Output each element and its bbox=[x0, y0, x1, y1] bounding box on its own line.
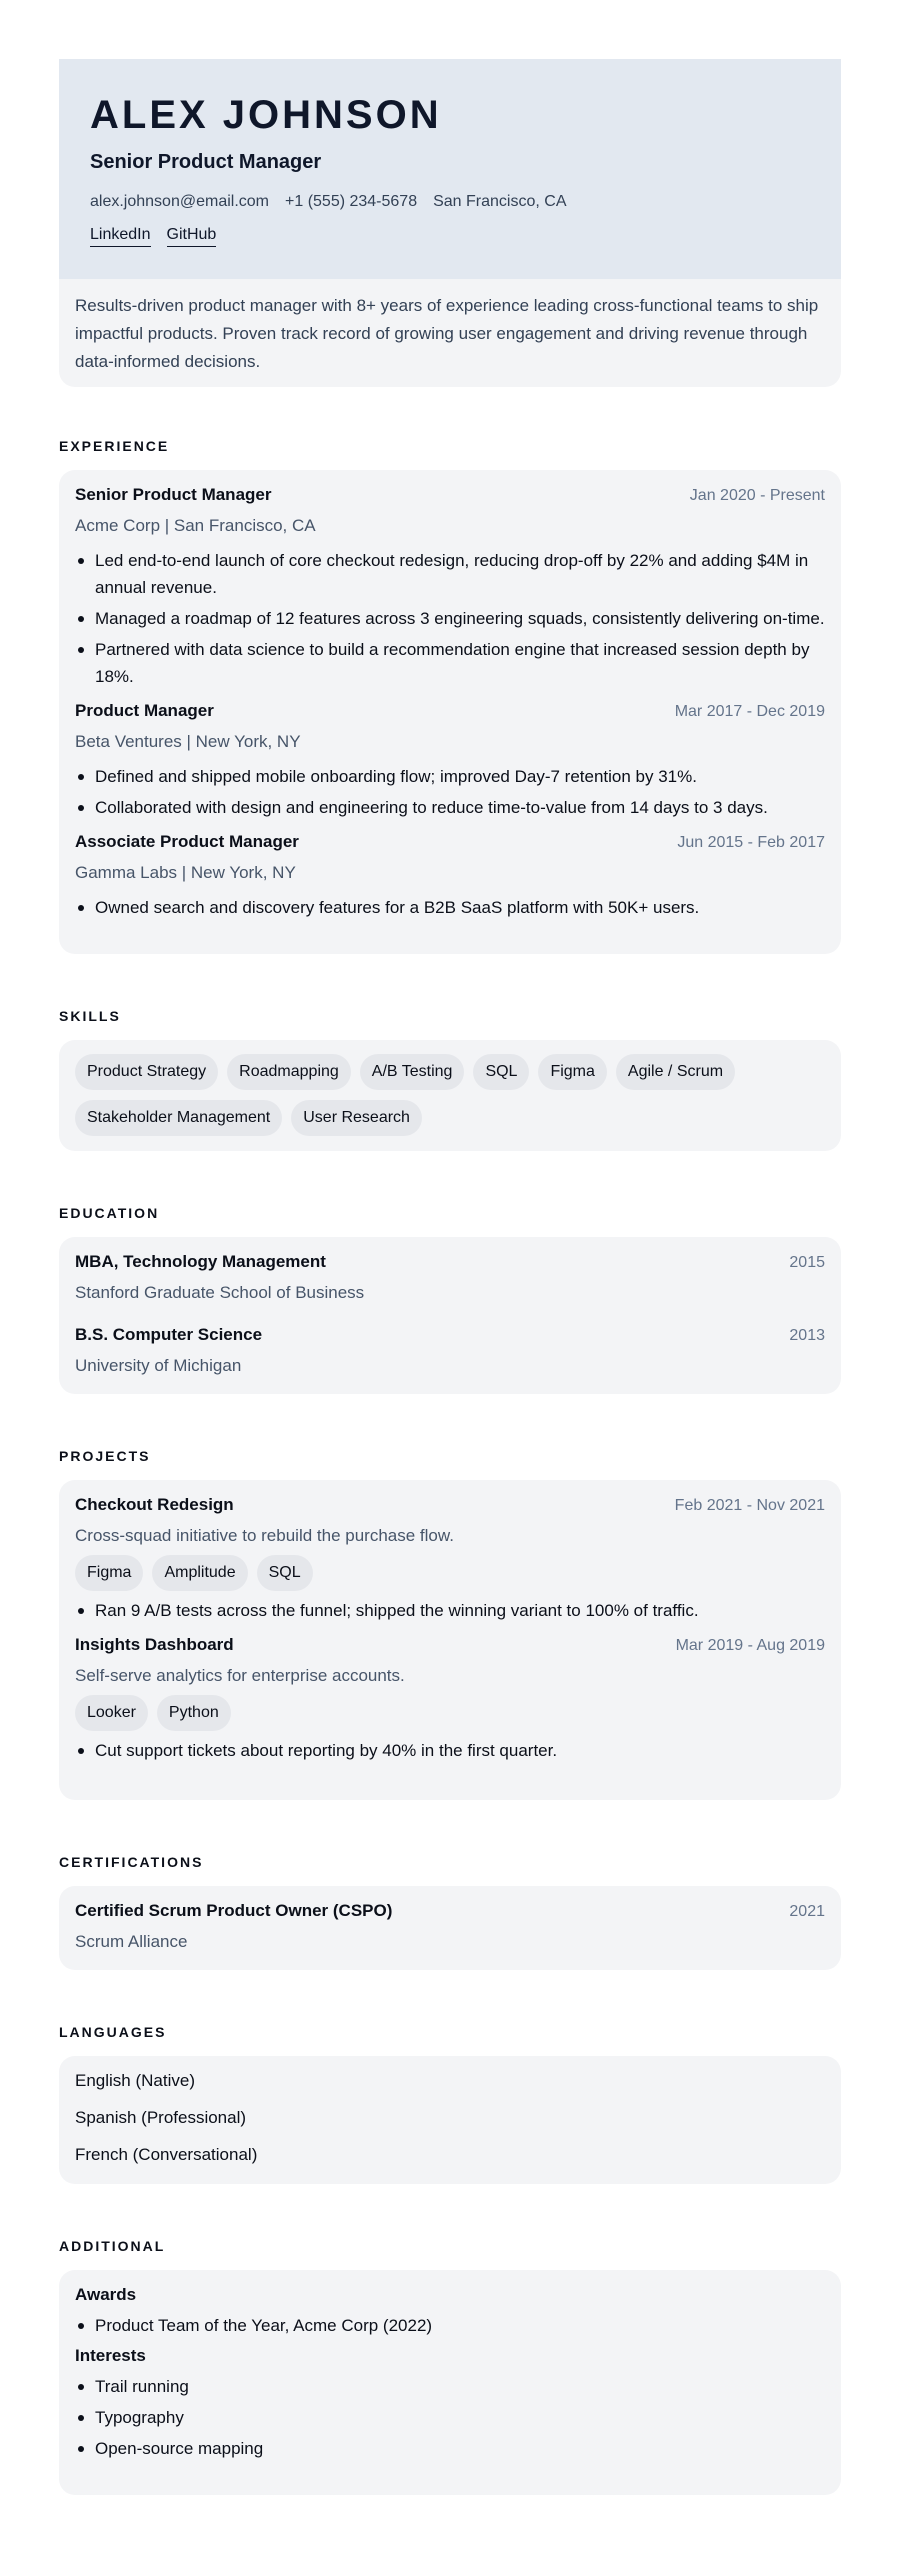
project-bullet: Cut support tickets about reporting by 40% in the first quarter. bbox=[75, 1737, 825, 1764]
project-tag: Amplitude bbox=[152, 1555, 247, 1591]
certification-name: Certified Scrum Product Owner (CSPO) bbox=[75, 1901, 393, 1920]
skill-chip: Agile / Scrum bbox=[616, 1054, 735, 1090]
education-item bbox=[75, 1251, 825, 1304]
contact-info bbox=[90, 192, 810, 212]
project-bullet: Ran 9 A/B tests across the funnel; shipped the winning variant to 100% of traffic. bbox=[75, 1597, 825, 1624]
job-bullet: Defined and shipped mobile onboarding flow; improved Day-7 retention by 31%. bbox=[75, 763, 825, 790]
contact-location: San Francisco, CA bbox=[433, 193, 567, 210]
section-title-projects: PROJECTS bbox=[59, 1448, 151, 1464]
job-dates: Mar 2017 - Dec 2019 bbox=[674, 703, 825, 720]
education-card bbox=[59, 1237, 841, 1394]
degree: MBA, Technology Management bbox=[75, 1252, 326, 1271]
school: University of Michigan bbox=[75, 1356, 242, 1375]
award-item: Product Team of the Year, Acme Corp (2022) bbox=[75, 2312, 825, 2339]
section-title-languages: LANGUAGES bbox=[59, 2024, 167, 2040]
experience-item bbox=[75, 484, 825, 690]
job-company: Gamma Labs | New York, NY bbox=[75, 863, 296, 882]
experience-card bbox=[59, 470, 841, 954]
skill-chip: Figma bbox=[538, 1054, 606, 1090]
project-item bbox=[75, 1494, 825, 1624]
job-bullet: Led end-to-end launch of core checkout redesign, reducing drop-off by 22% and adding $4M in annual revenue. bbox=[75, 547, 825, 601]
project-dates: Mar 2019 - Aug 2019 bbox=[675, 1637, 825, 1654]
skill-chip: User Research bbox=[291, 1100, 422, 1136]
certification-year: 2021 bbox=[789, 1903, 825, 1920]
interests-heading: Interests bbox=[75, 2346, 146, 2365]
section-title-education: EDUCATION bbox=[59, 1205, 160, 1221]
skill-chip: Product Strategy bbox=[75, 1054, 218, 1090]
graduation-year: 2013 bbox=[789, 1327, 825, 1344]
profile-links bbox=[90, 226, 810, 247]
awards-heading: Awards bbox=[75, 2285, 137, 2304]
job-role: Associate Product Manager bbox=[75, 832, 299, 851]
section-title-skills: SKILLS bbox=[59, 1008, 121, 1024]
additional-card bbox=[59, 2270, 841, 2495]
certification-issuer: Scrum Alliance bbox=[75, 1932, 188, 1951]
school: Stanford Graduate School of Business bbox=[75, 1283, 365, 1302]
project-name: Checkout Redesign bbox=[75, 1495, 234, 1514]
github-link[interactable]: GitHub bbox=[167, 226, 217, 247]
job-bullets bbox=[75, 547, 825, 690]
language-item: Spanish (Professional) bbox=[75, 2108, 247, 2127]
project-tags bbox=[75, 1695, 825, 1731]
job-bullets bbox=[75, 763, 825, 821]
candidate-title: Senior Product Manager bbox=[90, 151, 322, 173]
job-dates: Jun 2015 - Feb 2017 bbox=[677, 834, 825, 851]
job-bullet: Managed a roadmap of 12 features across 3 engineering squads, consistently delivering on-time. bbox=[75, 605, 825, 632]
job-role: Product Manager bbox=[75, 701, 214, 720]
linkedin-link[interactable]: LinkedIn bbox=[90, 226, 151, 247]
interest-item: Typography bbox=[75, 2404, 825, 2431]
project-tags bbox=[75, 1555, 825, 1591]
interest-item: Trail running bbox=[75, 2373, 825, 2400]
skill-chip: Roadmapping bbox=[227, 1054, 351, 1090]
project-item bbox=[75, 1634, 825, 1764]
skill-chip: A/B Testing bbox=[360, 1054, 465, 1090]
candidate-name: ALEX JOHNSON bbox=[90, 93, 442, 137]
language-item: French (Conversational) bbox=[75, 2145, 258, 2164]
section-title-experience: EXPERIENCE bbox=[59, 438, 170, 454]
skills-card bbox=[59, 1040, 841, 1151]
project-bullets bbox=[75, 1737, 825, 1764]
graduation-year: 2015 bbox=[789, 1254, 825, 1271]
job-company: Beta Ventures | New York, NY bbox=[75, 732, 301, 751]
project-description: Cross-squad initiative to rebuild the purchase flow. bbox=[75, 1526, 454, 1545]
skill-chip: SQL bbox=[473, 1054, 529, 1090]
skills-list bbox=[75, 1054, 825, 1136]
project-tag: SQL bbox=[257, 1555, 313, 1591]
experience-item bbox=[75, 700, 825, 821]
awards-list bbox=[75, 2312, 825, 2339]
interest-item: Open-source mapping bbox=[75, 2435, 825, 2462]
job-bullet: Owned search and discovery features for a B2B SaaS platform with 50K+ users. bbox=[75, 894, 825, 921]
project-dates: Feb 2021 - Nov 2021 bbox=[674, 1497, 825, 1514]
summary: Results-driven product manager with 8+ years of experience leading cross-functional teams to ship impactful products. Proven track record of growing user engagement and driving revenue through data-informed decisions. bbox=[59, 279, 841, 387]
languages-card bbox=[59, 2056, 841, 2184]
resume-header bbox=[59, 59, 841, 279]
section-title-certifications: CERTIFICATIONS bbox=[59, 1854, 204, 1870]
job-role: Senior Product Manager bbox=[75, 485, 272, 504]
job-bullets bbox=[75, 894, 825, 921]
projects-card bbox=[59, 1480, 841, 1800]
contact-phone: +1 (555) 234-5678 bbox=[285, 193, 418, 210]
contact-email: alex.johnson@email.com bbox=[90, 193, 269, 210]
language-item: English (Native) bbox=[75, 2071, 195, 2090]
interests-list bbox=[75, 2373, 825, 2462]
project-description: Self-serve analytics for enterprise accounts. bbox=[75, 1666, 405, 1685]
job-company: Acme Corp | San Francisco, CA bbox=[75, 516, 316, 535]
section-title-additional: ADDITIONAL bbox=[59, 2238, 166, 2254]
project-tag: Figma bbox=[75, 1555, 143, 1591]
job-bullet: Collaborated with design and engineering to reduce time-to-value from 14 days to 3 days. bbox=[75, 794, 825, 821]
skill-chip: Stakeholder Management bbox=[75, 1100, 282, 1136]
degree: B.S. Computer Science bbox=[75, 1325, 263, 1344]
resume bbox=[59, 59, 841, 2495]
education-item bbox=[75, 1324, 825, 1377]
project-bullets bbox=[75, 1597, 825, 1624]
experience-item bbox=[75, 831, 825, 921]
job-dates: Jan 2020 - Present bbox=[689, 487, 825, 504]
job-bullet: Partnered with data science to build a recommendation engine that increased session depth by 18%. bbox=[75, 636, 825, 690]
project-tag: Looker bbox=[75, 1695, 148, 1731]
project-name: Insights Dashboard bbox=[75, 1635, 234, 1654]
project-tag: Python bbox=[157, 1695, 231, 1731]
certifications-card bbox=[59, 1886, 841, 1970]
